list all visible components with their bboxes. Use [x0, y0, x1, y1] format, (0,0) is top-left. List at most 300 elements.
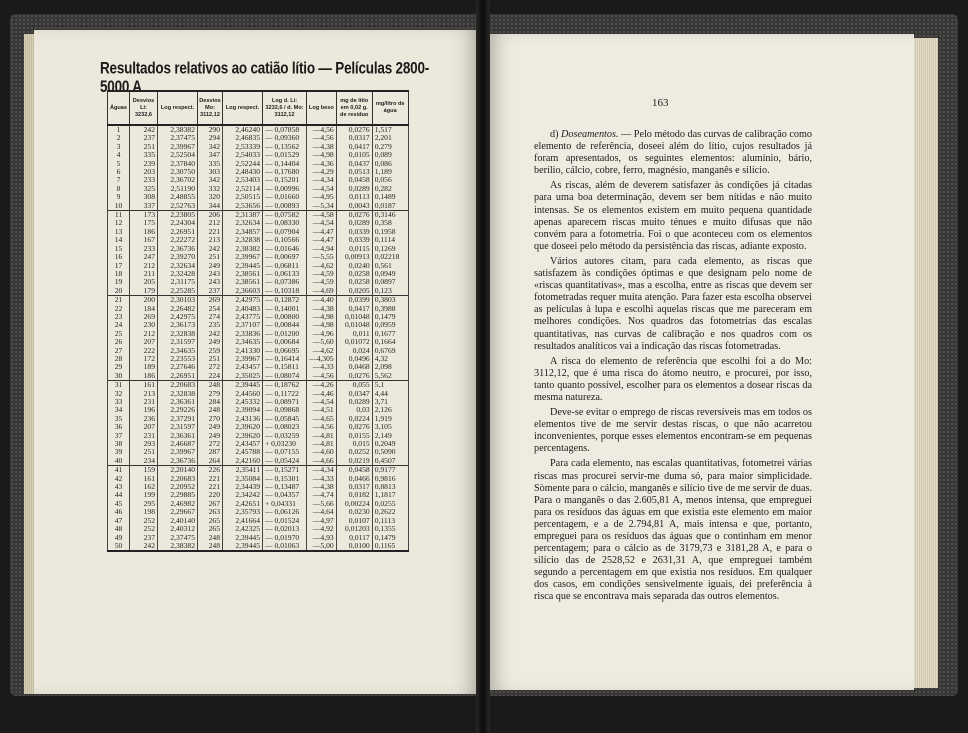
table-cell: 162 [130, 483, 158, 491]
table-cell: 2,38382 [158, 542, 198, 551]
table-header-cell: Log beso [307, 91, 337, 125]
table-cell: 2,31175 [158, 278, 198, 286]
table-cell: —4,305 [307, 355, 337, 363]
table-cell: 2,29885 [158, 491, 198, 499]
table-cell: —4,34 [307, 176, 337, 184]
table-cell: 213 [198, 236, 223, 244]
table-cell: 2,44560 [223, 390, 263, 398]
table-cell: 342 [198, 143, 223, 151]
table-cell: 272 [198, 363, 223, 371]
section-label: d) [550, 129, 559, 140]
table-cell: —5,00 [307, 542, 337, 551]
table-cell: —4,62 [307, 262, 337, 270]
table-cell: 0,0317 [336, 134, 372, 142]
results-table [107, 90, 409, 552]
table-cell: 2,48855 [158, 193, 198, 201]
table-cell: 15 [108, 245, 130, 253]
table-cell: 0,0255 [372, 500, 408, 508]
table-cell: 236 [130, 415, 158, 423]
table-cell: — 0,13487 [263, 483, 307, 491]
table-cell: — 0,01200 [263, 330, 307, 338]
table-cell: 2,31387 [223, 211, 263, 220]
table-cell: 234 [130, 457, 158, 466]
table-header-cell: Desvios Mo: 3112,12 [198, 91, 223, 125]
table-cell: 259 [198, 347, 223, 355]
table-cell: — 0,10318 [263, 287, 307, 296]
table-cell: 2,22272 [158, 236, 198, 244]
table-cell: 0,1677 [372, 330, 408, 338]
table-cell: 0,00224 [336, 500, 372, 508]
table-cell: 335 [130, 151, 158, 159]
paragraph: Deve-se evitar o emprego de riscas reversíveis mas em todos os elementos tive de me servir destas riscas, o que não acarretou inconvenientes, porque esses elementos encontram-se em pequenas percentagens. [534, 407, 812, 455]
table-cell: —5,34 [307, 202, 337, 211]
table-cell: 221 [198, 228, 223, 236]
table-cell: — 0,06126 [263, 508, 307, 516]
table-cell: 34 [108, 406, 130, 414]
table-cell: 159 [130, 466, 158, 475]
table-cell: 0,0417 [336, 143, 372, 151]
table-cell: 264 [198, 457, 223, 466]
table-cell: —4,38 [307, 143, 337, 151]
table-cell: 2,38382 [223, 245, 263, 253]
table-cell: — 0,02013 [263, 525, 307, 533]
table-cell: 27 [108, 347, 130, 355]
table-cell: 2,46687 [158, 440, 198, 448]
table-cell: 0,015 [336, 440, 372, 448]
table-cell: —4,62 [307, 347, 337, 355]
table-cell: 337 [130, 202, 158, 211]
table-cell: 2,35084 [223, 475, 263, 483]
table-cell: 230 [130, 321, 158, 329]
table-cell: 0,0276 [336, 372, 372, 381]
table-cell: 0,9177 [372, 466, 408, 475]
table-cell: —5,60 [307, 338, 337, 346]
table-cell: 206 [198, 211, 223, 220]
table-cell: 252 [130, 517, 158, 525]
table-cell: 2,34635 [158, 347, 198, 355]
paragraph: Para cada elemento, nas escalas quantitativas, fotometrei várias riscas mas procurei servir-me duma só, para maior simplicidade. Sòmente para o cálcio, manganês e silício tive de me servir de duas. Para o manganês o das 2.605,81 A, menos intensa, que empreguei para os resíduos das águas em que existia este elemento em maior percentagem, e a de 2.794,81 A, mais intensa e que, portanto, empreguei para os resíduos das águas que o continham em menor percentagem; para o cálcio as de 3179,73 e 3181,28 A, e para o silício das de 2528,52 e 2631,31 A, que empreguei também segundo a percentagem em que existia nos resíduos. Em qualquer dos casos, em condições sensìvelmente iguais, dei preferência à risca que se encontrava mais separada das outros elementos. [534, 458, 812, 603]
table-cell: — 0,06811 [263, 262, 307, 270]
table-cell: 0,0187 [372, 202, 408, 211]
table-cell: 251 [130, 143, 158, 151]
table-cell: 46 [108, 508, 130, 516]
table-cell: 2,39445 [223, 381, 263, 390]
table-cell: 0,0897 [372, 278, 408, 286]
table-cell: —4,81 [307, 432, 337, 440]
table-cell: 0,01203 [336, 525, 372, 533]
table-cell: 0,055 [336, 381, 372, 390]
table-cell: — 0,14001 [263, 305, 307, 313]
table-cell: — 0,00697 [263, 253, 307, 261]
table-cell: 2,39967 [158, 143, 198, 151]
table-cell: 0,1664 [372, 338, 408, 346]
table-cell: 3 [108, 143, 130, 151]
table-cell: 6 [108, 168, 130, 176]
table-cell: 24 [108, 321, 130, 329]
table-cell: 2,39445 [223, 262, 263, 270]
table-cell: 2,23553 [158, 355, 198, 363]
table-cell: 2 [108, 134, 130, 142]
table-cell: —4,47 [307, 236, 337, 244]
table-cell: 2,126 [372, 406, 408, 414]
table-cell: 0,0258 [336, 278, 372, 286]
table-cell: 0,1958 [372, 228, 408, 236]
table-cell: 2,30103 [158, 296, 198, 305]
table-cell: — 0,00684 [263, 338, 307, 346]
table-cell: — 0,04357 [263, 491, 307, 499]
text-body [534, 129, 812, 607]
table-cell: — 0,00844 [263, 321, 307, 329]
table-cell: 26 [108, 338, 130, 346]
table-cell: 2,34635 [223, 338, 263, 346]
table-cell: 179 [130, 287, 158, 296]
table-cell: 249 [198, 423, 223, 431]
table-cell: — 0,06133 [263, 270, 307, 278]
table-cell: 0,561 [372, 262, 408, 270]
table-cell: 0,3146 [372, 211, 408, 220]
table-cell: 0,01048 [336, 321, 372, 329]
table-cell: 196 [130, 406, 158, 414]
table-cell: 189 [130, 363, 158, 371]
table-cell: —4,58 [307, 211, 337, 220]
table-cell: 0,123 [372, 287, 408, 296]
table-cell: 295 [130, 500, 158, 508]
table-cell: 2,38561 [223, 278, 263, 286]
table-cell: 265 [198, 525, 223, 533]
table-header-cell: Desvios Li: 3232,6 [130, 91, 158, 125]
table-cell: 0,0240 [336, 262, 372, 270]
table-cell: 39 [108, 448, 130, 456]
table-cell: 2,51190 [158, 185, 198, 193]
page-number: 163 [652, 97, 669, 109]
table-cell: — 0,13562 [263, 143, 307, 151]
table-cell: 263 [198, 508, 223, 516]
table-cell: —4,33 [307, 475, 337, 483]
table-cell: 2,20683 [158, 381, 198, 390]
table-cell: 5,562 [372, 372, 408, 381]
table-cell: —4,92 [307, 525, 337, 533]
table-cell: 2,40483 [223, 305, 263, 313]
table-cell: 2,46240 [223, 125, 263, 134]
table-cell: 2,53656 [223, 202, 263, 211]
table-cell: —4,29 [307, 168, 337, 176]
table-cell: — 0,11722 [263, 390, 307, 398]
table-cell: + 0,04331 [263, 500, 307, 508]
table-cell: —4,56 [307, 372, 337, 381]
table-cell: 2,39967 [223, 253, 263, 261]
table-cell: 274 [198, 313, 223, 321]
table-cell: 31 [108, 381, 130, 390]
table-cell: 0,3803 [372, 296, 408, 305]
table-cell: 0,0289 [336, 185, 372, 193]
table-cell: 3,105 [372, 423, 408, 431]
table-cell: 49 [108, 534, 130, 542]
table-cell: 2,39445 [223, 542, 263, 551]
table-cell: 2,24304 [158, 219, 198, 227]
table-cell: 2,32634 [158, 262, 198, 270]
table-cell: 44 [108, 491, 130, 499]
table-cell: 2,33836 [223, 330, 263, 338]
table-cell: 2,26482 [158, 305, 198, 313]
table-cell: 2,20140 [158, 466, 198, 475]
table-cell: 221 [198, 483, 223, 491]
table-cell: —4,98 [307, 321, 337, 329]
table-cell: 2,39445 [223, 534, 263, 542]
table-cell: 2,27646 [158, 363, 198, 371]
table-cell: 2,32838 [223, 236, 263, 244]
table-cell: 0,2622 [372, 508, 408, 516]
table-cell: 0,0276 [336, 125, 372, 134]
table-cell: — 0,07582 [263, 211, 307, 220]
table-row [108, 542, 409, 551]
table-cell: 0,9816 [372, 475, 408, 483]
table-cell: 243 [198, 278, 223, 286]
table-cell: 35 [108, 415, 130, 423]
table-cell: —4,66 [307, 457, 337, 466]
table-cell: 269 [198, 296, 223, 305]
table-cell: 7 [108, 176, 130, 184]
table-cell: 0,0339 [336, 228, 372, 236]
table-cell: 213 [130, 390, 158, 398]
table-cell: 2,35793 [223, 508, 263, 516]
table-cell: — 0,01660 [263, 193, 307, 201]
table-cell: 0,0276 [336, 211, 372, 220]
table-cell: — 0,07386 [263, 278, 307, 286]
table-cell: 251 [198, 355, 223, 363]
table-cell: 231 [130, 432, 158, 440]
table-cell: — 0,05424 [263, 457, 307, 466]
table-cell: 212 [198, 219, 223, 227]
table-body [108, 125, 409, 551]
table-cell: 0,0437 [336, 160, 372, 168]
table-cell: —4,38 [307, 483, 337, 491]
table-cell: 33 [108, 398, 130, 406]
table-cell: 2,39270 [158, 253, 198, 261]
table-cell: 28 [108, 355, 130, 363]
table-cell: 0,0219 [336, 457, 372, 466]
table-cell: —4,34 [307, 466, 337, 475]
table-cell: 207 [130, 338, 158, 346]
table-cell: 0,4507 [372, 457, 408, 466]
table-cell: 0,0339 [336, 236, 372, 244]
table-cell: 248 [198, 534, 223, 542]
table-cell: 269 [130, 313, 158, 321]
table-cell: 0,0289 [336, 219, 372, 227]
table-cell: 3,71 [372, 398, 408, 406]
table-cell: —4,46 [307, 390, 337, 398]
table-cell: — 0,07155 [263, 448, 307, 456]
table-cell: 2,36361 [158, 398, 198, 406]
table-cell: 247 [130, 253, 158, 261]
table-cell: 1,189 [372, 168, 408, 176]
table-cell: 235 [198, 321, 223, 329]
table-cell: —4,81 [307, 440, 337, 448]
table-cell: 20 [108, 287, 130, 296]
table-cell: 2,42651 [223, 500, 263, 508]
paragraph: Vários autores citam, para cada elemento, as riscas que satisfazem às condições óptimas e que designam pelo nome de «riscas quantitativas», mas a escolha, entre as riscas que devem ser fotometradas requer muita atenção. Para fazer esta escolha observei as películas à lupa e escolhi aquelas riscas que me pareceram em melhores condições. Nos quadros das fotometrias das escalas quantitativas, nas curvas de calibração e nos quadros com os resultados analíticos vai a indicação das riscas fotometradas. [534, 255, 812, 352]
table-cell: 2,32428 [158, 270, 198, 278]
table-cell: 290 [198, 125, 223, 134]
table-cell: 242 [198, 330, 223, 338]
table-cell: 332 [198, 185, 223, 193]
table-cell: 2,41664 [223, 517, 263, 525]
table-cell: 267 [198, 500, 223, 508]
table-cell: 0,0458 [336, 176, 372, 184]
table-cell: 43 [108, 483, 130, 491]
table-cell: —4,95 [307, 193, 337, 201]
table-cell: 0,0417 [336, 305, 372, 313]
table-cell: 252 [130, 525, 158, 533]
table-cell: 251 [198, 253, 223, 261]
table-cell: 2,42975 [223, 296, 263, 305]
table-cell: — 0,07904 [263, 228, 307, 236]
table-cell: 50 [108, 542, 130, 551]
table-cell: —4,93 [307, 534, 337, 542]
table-cell: 0,0252 [336, 448, 372, 456]
table-cell: 0,0347 [336, 390, 372, 398]
table-cell: 2,35411 [223, 466, 263, 475]
table-cell: 2,40312 [158, 525, 198, 533]
table-cell: 2,45788 [223, 448, 263, 456]
table-cell: 0,0107 [336, 517, 372, 525]
table-cell: 161 [130, 475, 158, 483]
table-title: Resultados relativos ao catião lítio — Películas 2800-5000 A [100, 58, 430, 96]
table-header-cell: Log respect. [158, 91, 198, 125]
table-cell: 347 [198, 151, 223, 159]
table-cell: 2,39620 [223, 423, 263, 431]
table-cell: 4 [108, 151, 130, 159]
table-cell: 5 [108, 160, 130, 168]
table-cell: —4,94 [307, 245, 337, 253]
table-cell: 186 [130, 228, 158, 236]
table-cell: 0,0113 [336, 193, 372, 201]
table-cell: 0,056 [372, 176, 408, 184]
table-cell: 0,0258 [336, 270, 372, 278]
table-cell: 0,0466 [336, 475, 372, 483]
table-cell: 0,358 [372, 219, 408, 227]
table-cell: 335 [198, 160, 223, 168]
table-cell: 2,25285 [158, 287, 198, 296]
table-cell: 0,03 [336, 406, 372, 414]
table-cell: — 0,09868 [263, 406, 307, 414]
table-cell: — 0,06695 [263, 347, 307, 355]
table-cell: 211 [130, 270, 158, 278]
table-cell: —4,96 [307, 330, 337, 338]
table-cell: 2,26951 [158, 372, 198, 381]
table-cell: 16 [108, 253, 130, 261]
table-header-cell: mg de lítio em 0,02 g. de resíduo [336, 91, 372, 125]
table-cell: 2,34439 [223, 483, 263, 491]
table-cell: 0,01048 [336, 313, 372, 321]
table-cell: 11 [108, 211, 130, 220]
table-cell: —4,54 [307, 219, 337, 227]
paragraph: A risca do elemento de referência que escolhi foi a do Mo: 3112,12, que é uma risca do átomo neutro, e procurei, por isso, tanto quanto possível, escolher para os elementos a dosear riscas da mesma natureza. [534, 355, 812, 403]
table-cell: 2,201 [372, 134, 408, 142]
table-cell: 248 [198, 542, 223, 551]
table-cell: 5,1 [372, 381, 408, 390]
table-cell: 48 [108, 525, 130, 533]
table-cell: 0,1165 [372, 542, 408, 551]
table-cell: 2,42975 [158, 313, 198, 321]
table-cell: —4,59 [307, 278, 337, 286]
table-cell: — 0,01646 [263, 245, 307, 253]
table-cell: 293 [130, 440, 158, 448]
table-cell: —4,56 [307, 125, 337, 134]
table-cell: —4,69 [307, 287, 337, 296]
paragraph [534, 129, 812, 177]
table-cell: 2,38382 [158, 125, 198, 134]
table-cell: 2,31597 [158, 423, 198, 431]
table-cell: 2,52244 [223, 160, 263, 168]
table-cell: 2,29667 [158, 508, 198, 516]
table-cell: — 0,08074 [263, 372, 307, 381]
table-cell: 2,36361 [158, 432, 198, 440]
table-cell: 239 [130, 160, 158, 168]
table-cell: — 0,08330 [263, 219, 307, 227]
table-cell: — 0,03259 [263, 432, 307, 440]
table-cell: 2,43136 [223, 415, 263, 423]
table-cell: 265 [198, 517, 223, 525]
table-cell: 237 [130, 534, 158, 542]
table-cell: 0,00913 [336, 253, 372, 261]
table-cell: — 0,01524 [263, 517, 307, 525]
table-cell: 0,0182 [336, 491, 372, 499]
table-cell: 2,43457 [223, 363, 263, 371]
table-cell: 0,5090 [372, 448, 408, 456]
table-cell: 270 [198, 415, 223, 423]
table-cell: 4,44 [372, 390, 408, 398]
table-cell: 2,36173 [158, 321, 198, 329]
table-cell: —4,38 [307, 305, 337, 313]
table-cell: 2,39620 [223, 432, 263, 440]
table-cell: 2,37840 [158, 160, 198, 168]
table-cell: 47 [108, 517, 130, 525]
table-cell: 0,0115 [336, 245, 372, 253]
table-cell: — 0,15201 [263, 176, 307, 184]
table-header-cell: Águas [108, 91, 130, 125]
table-cell: 224 [198, 372, 223, 381]
table-cell: 325 [130, 185, 158, 193]
table-cell: 0,089 [372, 151, 408, 159]
table-cell: 2,32838 [158, 390, 198, 398]
table-cell: 248 [198, 406, 223, 414]
table-cell: 2,37291 [158, 415, 198, 423]
table-cell: 233 [130, 176, 158, 184]
table-cell: 0,024 [336, 347, 372, 355]
table-cell: 0,1355 [372, 525, 408, 533]
table-cell: 1 [108, 125, 130, 134]
table-cell: 272 [198, 440, 223, 448]
table-cell: — 0,12872 [263, 296, 307, 305]
table-cell: 249 [198, 338, 223, 346]
table-cell: 0,0105 [336, 151, 372, 159]
table-cell: 0,0399 [336, 296, 372, 305]
table-cell: — 0,08971 [263, 398, 307, 406]
table-cell: 175 [130, 219, 158, 227]
table-cell: — 0,01970 [263, 534, 307, 542]
table-cell: — 0,17680 [263, 168, 307, 176]
table-header-row [108, 91, 409, 125]
table-cell: 30 [108, 372, 130, 381]
table-cell: 172 [130, 355, 158, 363]
table-cell: 2,36702 [158, 176, 198, 184]
table-cell: — 0,09360 [263, 134, 307, 142]
table-cell: — 0,10566 [263, 236, 307, 244]
table-cell: 0,0230 [336, 508, 372, 516]
table-cell: — 0,16414 [263, 355, 307, 363]
table-cell: 226 [198, 466, 223, 475]
table-cell: — 0,01063 [263, 542, 307, 551]
